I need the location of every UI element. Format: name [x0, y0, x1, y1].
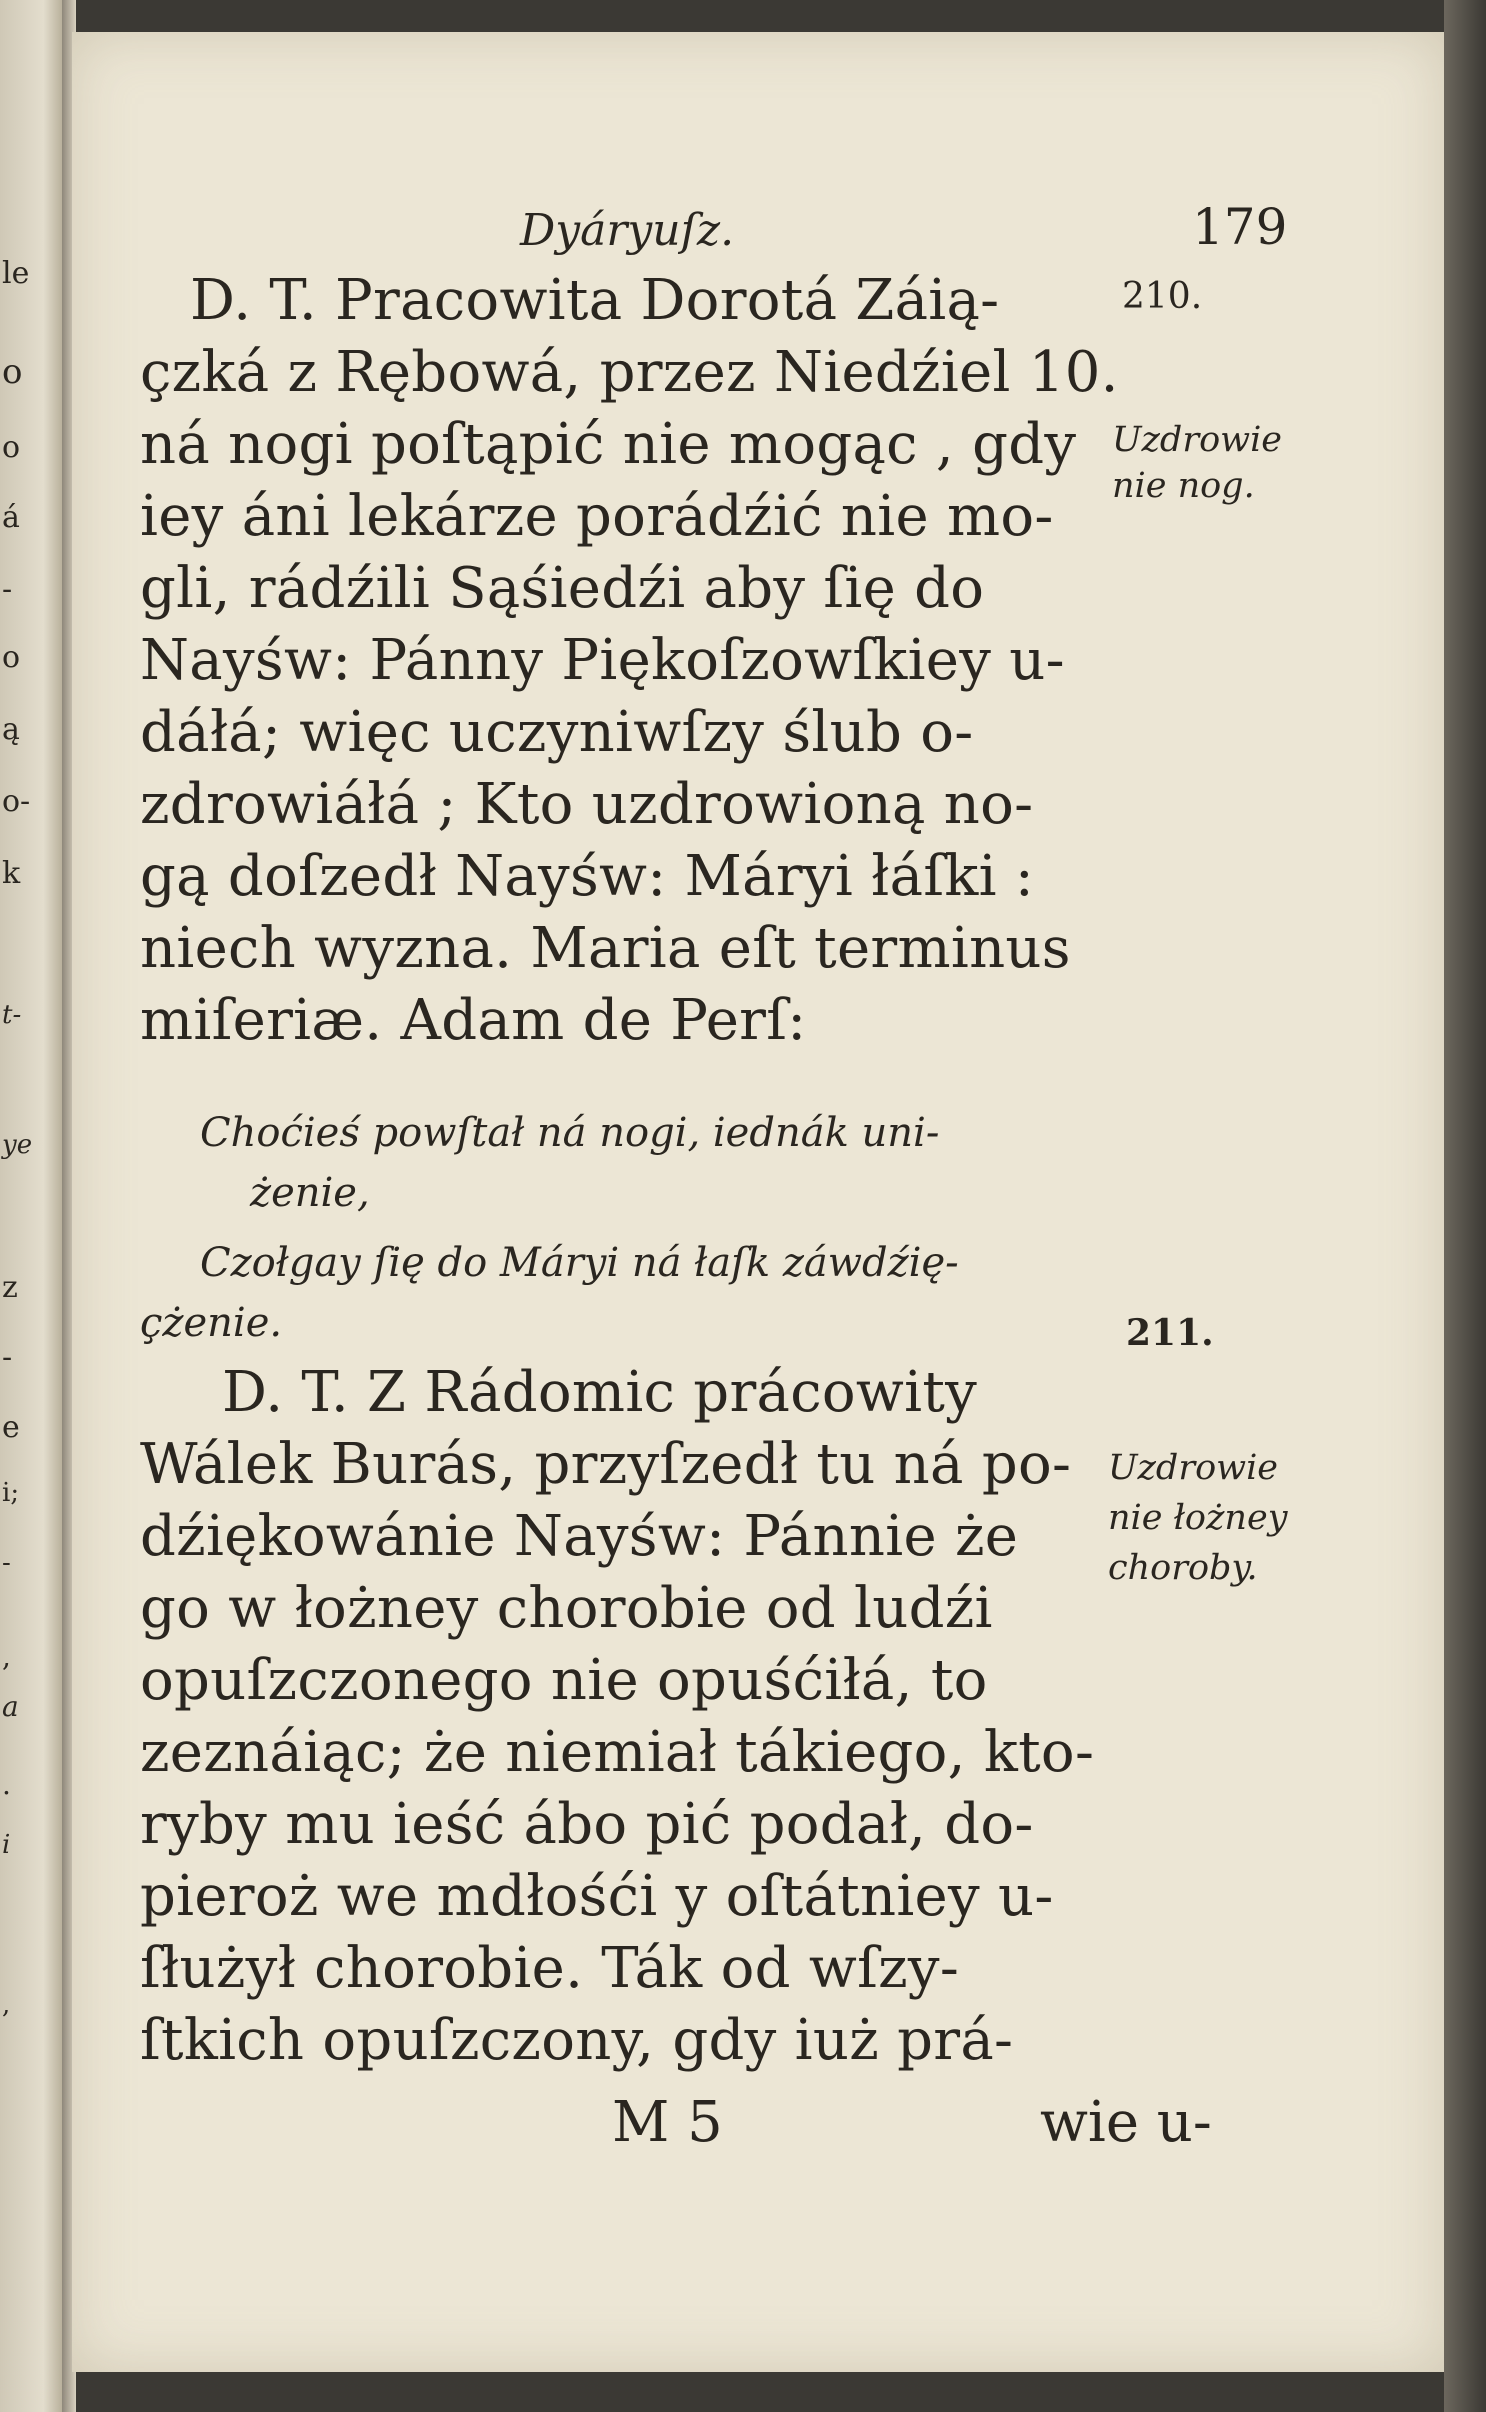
- fragment: ą: [2, 712, 20, 747]
- fragment: e: [2, 1410, 20, 1445]
- text-line: opuſzczonego nie opuśćiłá, to: [140, 1648, 988, 1713]
- fragment: o: [2, 430, 21, 465]
- text-line: D. T. Z Rádomic prácowity: [222, 1360, 978, 1425]
- fragment: -: [2, 1340, 13, 1375]
- entry-number-210: 210.: [1122, 276, 1203, 317]
- text-line: Wálek Burás, przyſzedł tu ná po-: [140, 1432, 1072, 1497]
- fragment: ye: [2, 1130, 33, 1160]
- text-line: dáłá; więc uczyniwſzy ślub o-: [140, 700, 974, 765]
- fragment: ,: [2, 1990, 11, 2020]
- text-line: niech wyzna. Maria eſt terminus: [140, 916, 1071, 981]
- text-line: Nayśw: Pánny Piękoſzowſkiey u-: [140, 628, 1065, 693]
- text-line: ſłużył chorobie. Ták od wſzy-: [140, 1936, 960, 2001]
- fragment: -: [2, 572, 13, 607]
- fragment: o-: [2, 784, 31, 819]
- text-line: ná nogi poſtąpić nie mogąc , gdy: [140, 412, 1077, 477]
- text-line: miſeriæ. Adam de Perſ:: [140, 988, 807, 1053]
- fragment: le: [2, 256, 30, 291]
- text-line: ryby mu ieść ábo pić podał, do-: [140, 1792, 1034, 1857]
- text-line: pieroż we mdłośći y oſtátniey u-: [140, 1864, 1054, 1929]
- fragment: i: [2, 1830, 11, 1860]
- text-line: ſtkich opuſzczony, gdy iuż prá-: [140, 2008, 1014, 2073]
- fragment: -: [2, 1548, 11, 1578]
- catchword: wie u-: [1040, 2090, 1212, 2155]
- fragment: ,: [2, 1640, 11, 1673]
- text-line: gą doſzedł Nayśw: Máryi łáſki :: [140, 844, 1035, 909]
- verse-line: Czołgay ſię do Máryi ná łaſk záwdźię-: [200, 1240, 959, 1286]
- text-line: D. T. Pracowita Dorotá Záią-: [190, 268, 1000, 333]
- text-line: iey áni lekárze porádźić nie mo-: [140, 484, 1054, 549]
- running-title: Dyáryuſz.: [520, 205, 735, 256]
- text-line: çzká z Rębowá, przez Niedźiel 10.: [140, 340, 1119, 405]
- fragment: a: [2, 1690, 19, 1723]
- text-line: zeznáiąc; że niemiał tákiego, kto-: [140, 1720, 1095, 1785]
- text-line: go w łożney chorobie od ludźi: [140, 1576, 993, 1641]
- margin-note-211-line-2: nie łożney: [1108, 1498, 1288, 1538]
- margin-note-210-line-2: nie nog.: [1112, 466, 1255, 506]
- fragment: k: [2, 856, 21, 891]
- margin-note-210-line-1: Uzdrowie: [1112, 420, 1283, 460]
- margin-note-211-line-1: Uzdrowie: [1108, 1448, 1279, 1488]
- entry-number-211: 211.: [1126, 1312, 1214, 1354]
- fragment: z: [2, 1270, 18, 1305]
- fragment: á: [2, 500, 20, 535]
- text-line: zdrowiáłá ; Kto uzdrowioną no-: [140, 772, 1034, 837]
- verse-line: çżenie.: [140, 1300, 283, 1346]
- page-number: 179: [1192, 198, 1288, 256]
- fragment: o: [2, 640, 21, 675]
- margin-note-211-line-3: choroby.: [1108, 1548, 1258, 1588]
- printer-signature: M 5: [612, 2090, 723, 2155]
- fragment: t-: [2, 1000, 22, 1030]
- text-line: gli, rádźili Sąśiedźi aby ſię do: [140, 556, 985, 621]
- text-line: dźiękowánie Nayśw: Pánnie że: [140, 1504, 1019, 1569]
- fragment: i;: [2, 1478, 20, 1508]
- verse-line: żenie,: [250, 1170, 370, 1216]
- fragment: o: [2, 352, 23, 392]
- fragment: .: [2, 1768, 11, 1801]
- verse-line: Choćieś powſtał ná nogi, iednák uni-: [200, 1110, 940, 1156]
- page-edge-shadow: [1444, 0, 1486, 2412]
